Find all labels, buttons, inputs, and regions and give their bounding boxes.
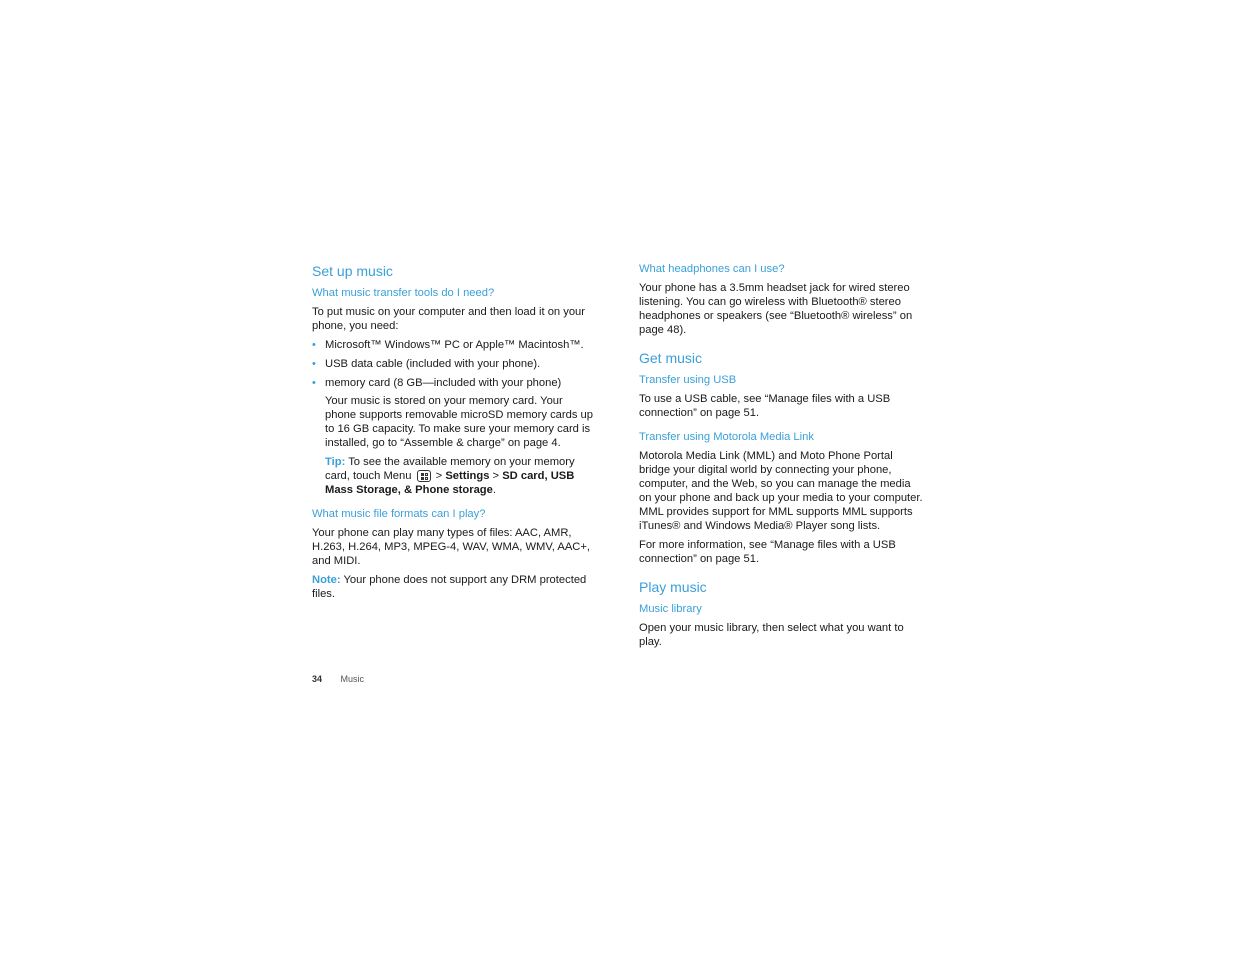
- requirements-list: [312, 338, 594, 390]
- menu-icon: [417, 470, 431, 482]
- library-text: Open your music library, then select what you want to play.: [639, 622, 904, 648]
- list-item: [312, 338, 594, 352]
- list-item-text: USB data cable (included with your phone).: [325, 358, 541, 370]
- right-column: [639, 262, 923, 654]
- tip-paragraph: [312, 455, 594, 497]
- subheading-music-library: Music library: [639, 603, 702, 615]
- subheading-transfer-usb: Transfer using USB: [639, 374, 737, 386]
- list-item: [312, 357, 594, 371]
- more-info-text: For more information, see “Manage files with a USB connection” on page 51.: [639, 539, 896, 565]
- heading-set-up-music: Set up music: [312, 263, 393, 279]
- subheading-media-link: Transfer using Motorola Media Link: [639, 431, 814, 443]
- tip-storage-path: SD card, USB Mass Storage, & Phone storage: [325, 470, 575, 496]
- bullet-icon: •: [312, 339, 316, 351]
- tools-intro: To put music on your computer and then load it on your phone, you need:: [312, 306, 586, 332]
- note-label: Note:: [312, 574, 341, 586]
- page-number: 34: [312, 674, 323, 684]
- page-footer: [312, 673, 364, 685]
- left-column: [312, 262, 594, 606]
- list-item-text: memory card (8 GB—included with your phone): [325, 377, 562, 389]
- subheading-file-formats: What music file formats can I play?: [312, 508, 486, 520]
- tip-settings: Settings: [445, 470, 490, 482]
- section-name: Music: [340, 674, 365, 684]
- heading-get-music: Get music: [639, 350, 703, 366]
- tip-separator: >: [432, 470, 446, 482]
- heading-play-music: Play music: [639, 579, 707, 595]
- list-item-text: Microsoft™ Windows™ PC or Apple™ Macintosh™.: [325, 339, 584, 351]
- list-item: [312, 376, 594, 390]
- media-link-text: Motorola Media Link (MML) and Moto Phone Portal bridge your digital world by connecting your phone, computer, and the Web, so you can manage the media on your phone and back up your media to your computer. MML provides support for MML supports MML supports iTunes® and Windows Media® Player song lists.: [639, 450, 923, 532]
- subheading-headphones: What headphones can I use?: [639, 263, 785, 275]
- note-paragraph: [312, 573, 594, 601]
- formats-text: Your phone can play many types of files: AAC, AMR, H.263, H.264, MP3, MPEG-4, WAV, WMA, WMV, AAC+, and MIDI.: [312, 527, 591, 567]
- tip-end: .: [492, 484, 496, 496]
- bullet-icon: •: [312, 358, 316, 370]
- tip-separator: >: [489, 470, 503, 482]
- tip-label: Tip:: [325, 456, 346, 468]
- note-text: Your phone does not support any DRM protected files.: [312, 574, 587, 600]
- subheading-transfer-tools: What music transfer tools do I need?: [312, 287, 495, 299]
- headphones-text: Your phone has a 3.5mm headset jack for wired stereo listening. You can go wireless with Bluetooth® stereo headphones or speakers (see “Bluetooth® wireless” on page 48).: [639, 282, 913, 336]
- usb-text: To use a USB cable, see “Manage files with a USB connection” on page 51.: [639, 393, 891, 419]
- bullet-icon: •: [312, 377, 316, 389]
- tip-text: To see the available memory on your memory card, touch Menu: [325, 456, 575, 482]
- memory-card-text: Your music is stored on your memory card. Your phone supports removable microSD memory cards up to 16 GB capacity. To make sure your memory card is installed, go to “Assemble & charge” on page 4.: [325, 395, 593, 449]
